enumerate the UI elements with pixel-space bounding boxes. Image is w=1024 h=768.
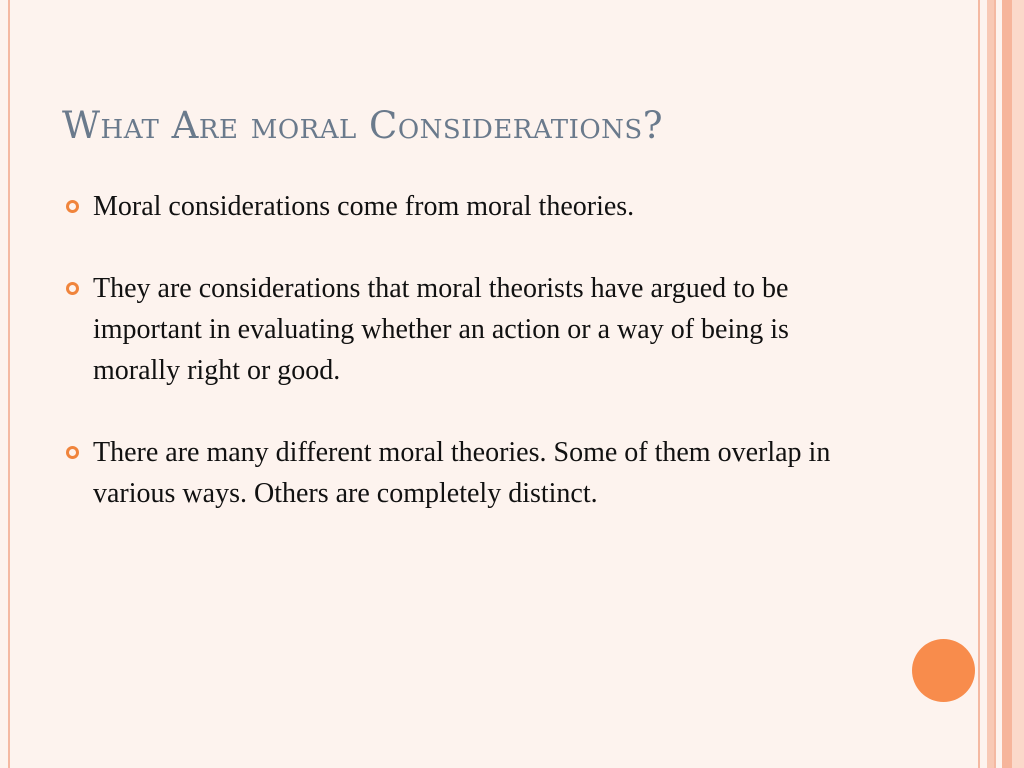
- bullet-list: [62, 186, 922, 555]
- right-stripes: [978, 0, 1024, 768]
- stripe: [1002, 0, 1012, 768]
- stripe: [978, 0, 987, 768]
- bullet-circle-icon: [66, 282, 79, 295]
- bullet-text: There are many different moral theories. Some of them overlap in various ways. Others are completely distinct.: [93, 437, 831, 509]
- bullet-circle-icon: [66, 200, 79, 213]
- slide-title: What Are moral Considerations?: [62, 104, 664, 147]
- bullet-item: [62, 432, 913, 514]
- stripe: [987, 0, 994, 768]
- bullet-item: [62, 186, 913, 227]
- stripe: [994, 0, 1002, 768]
- stripe: [1012, 0, 1024, 768]
- bullet-text: Moral considerations come from moral theories.: [93, 191, 635, 222]
- bullet-item: [62, 268, 853, 391]
- decorative-circle: [912, 639, 975, 702]
- bullet-circle-icon: [66, 446, 79, 459]
- left-border: [0, 0, 10, 768]
- bullet-text: They are considerations that moral theorists have argued to be important in evaluating whether an action or a way of being is morally right or good.: [93, 273, 789, 386]
